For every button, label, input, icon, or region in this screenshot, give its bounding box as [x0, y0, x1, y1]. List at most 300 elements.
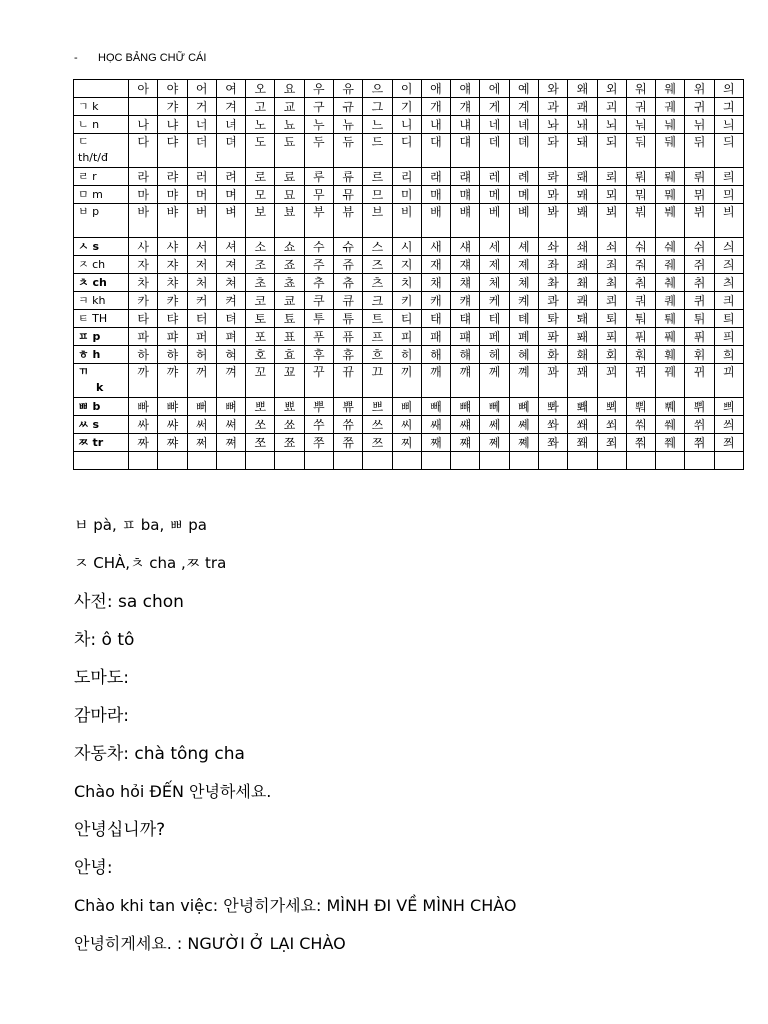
- consonant-label-text: ㅎ h: [78, 347, 101, 361]
- vowel-header-cell: 요: [275, 80, 304, 98]
- syllable-cell: 슈: [333, 238, 362, 256]
- syllable-cell: 쎼: [509, 416, 538, 434]
- syllable-cell: 뢰: [597, 168, 626, 186]
- syllable-cell: 배: [421, 204, 450, 238]
- syllable-cell: 먜: [451, 186, 480, 204]
- syllable-cell: 츄: [333, 274, 362, 292]
- syllable-cell: 쒜: [656, 416, 685, 434]
- vowel-header-cell: 여: [216, 80, 245, 98]
- consonant-label: [74, 434, 129, 452]
- syllable-cell: 그: [363, 98, 392, 116]
- syllable-cell: [187, 452, 216, 470]
- syllable-cell: 뺴: [451, 398, 480, 416]
- syllable-cell: 차: [129, 274, 158, 292]
- syllable-cell: 끠: [714, 364, 743, 398]
- syllable-cell: 뒤: [685, 134, 714, 168]
- syllable-cell: 쁘: [363, 398, 392, 416]
- syllable-cell: 브: [363, 204, 392, 238]
- syllable-cell: 되: [597, 134, 626, 168]
- syllable-cell: 므: [363, 186, 392, 204]
- syllable-cell: 뿨: [626, 398, 655, 416]
- syllable-cell: 재: [421, 256, 450, 274]
- syllable-cell: 챠: [158, 274, 187, 292]
- syllable-cell: 릐: [714, 168, 743, 186]
- note-line: 사전: sa chon: [74, 592, 184, 612]
- syllable-cell: 듀: [333, 134, 362, 168]
- syllable-cell: 태: [421, 310, 450, 328]
- syllable-cell: 쮀: [656, 434, 685, 452]
- syllable-cell: 꺄: [158, 364, 187, 398]
- syllable-cell: 쬐: [597, 434, 626, 452]
- syllable-cell: 모: [246, 186, 275, 204]
- syllable-cell: 리: [392, 168, 421, 186]
- consonant-label-text: ㅈ ch: [78, 257, 106, 271]
- syllable-cell: 푸: [304, 328, 333, 346]
- syllable-cell: 썌: [451, 416, 480, 434]
- syllable-cell: 궤: [656, 98, 685, 116]
- syllable-cell: 럐: [451, 168, 480, 186]
- syllable-cell: 껴: [216, 364, 245, 398]
- syllable-cell: 붸: [656, 204, 685, 238]
- syllable-cell: 쉬: [685, 238, 714, 256]
- syllable-cell: 씨: [392, 416, 421, 434]
- note-line: ㅈ CHÀ,ㅊ cha ,ㅉ tra: [74, 554, 227, 572]
- syllable-cell: 뎨: [509, 134, 538, 168]
- syllable-cell: 괴: [597, 98, 626, 116]
- syllable-cell: 쌔: [421, 416, 450, 434]
- vowel-header-cell: 위: [685, 80, 714, 98]
- syllable-cell: 댜: [158, 134, 187, 168]
- syllable-cell: 뀨: [333, 364, 362, 398]
- syllable-cell: 뀌: [685, 364, 714, 398]
- syllable-cell: 뤄: [626, 168, 655, 186]
- syllable-cell: 쿠: [304, 292, 333, 310]
- syllable-cell: 쩌: [187, 434, 216, 452]
- consonant-label-text: ㅂ p: [78, 205, 100, 218]
- consonant-row: [74, 416, 744, 434]
- syllable-cell: 쩨: [480, 434, 509, 452]
- syllable-cell: 훠: [626, 346, 655, 364]
- syllable-cell: 뇨: [275, 116, 304, 134]
- syllable-cell: 쇼: [275, 238, 304, 256]
- syllable-cell: 븨: [714, 204, 743, 238]
- consonant-row: [74, 346, 744, 364]
- syllable-cell: [568, 452, 597, 470]
- syllable-cell: [626, 452, 655, 470]
- syllable-cell: [714, 452, 743, 470]
- syllable-cell: [480, 452, 509, 470]
- syllable-cell: 쏘: [246, 416, 275, 434]
- syllable-cell: 쉐: [656, 238, 685, 256]
- syllable-cell: 걔: [451, 98, 480, 116]
- syllable-cell: 볘: [509, 204, 538, 238]
- syllable-cell: 버: [187, 204, 216, 238]
- syllable-cell: 제: [480, 256, 509, 274]
- syllable-cell: 튜: [333, 310, 362, 328]
- syllable-cell: 뵤: [275, 204, 304, 238]
- syllable-cell: 쭈: [304, 434, 333, 452]
- syllable-cell: 사: [129, 238, 158, 256]
- syllable-cell: [685, 452, 714, 470]
- syllable-cell: 너: [187, 116, 216, 134]
- syllable-cell: 쎠: [216, 416, 245, 434]
- syllable-cell: [158, 452, 187, 470]
- syllable-cell: 캐: [421, 292, 450, 310]
- consonant-row: [74, 238, 744, 256]
- syllable-cell: 꾸: [304, 364, 333, 398]
- syllable-cell: 끄: [363, 364, 392, 398]
- syllable-cell: 폐: [509, 328, 538, 346]
- syllable-cell: 쇠: [597, 238, 626, 256]
- syllable-cell: 뻬: [480, 398, 509, 416]
- syllable-cell: 허: [187, 346, 216, 364]
- syllable-cell: 과: [538, 98, 567, 116]
- syllable-cell: 빼: [421, 398, 450, 416]
- syllable-cell: 자: [129, 256, 158, 274]
- syllable-cell: 쮸: [333, 434, 362, 452]
- syllable-cell: 됴: [275, 134, 304, 168]
- syllable-cell: 귀: [685, 98, 714, 116]
- syllable-cell: 거: [187, 98, 216, 116]
- consonant-label-text: ㄲ: [78, 365, 89, 378]
- vowel-header-cell: 유: [333, 80, 362, 98]
- syllable-cell: 쐬: [597, 416, 626, 434]
- syllable-cell: 더: [187, 134, 216, 168]
- syllable-cell: 찌: [392, 434, 421, 452]
- syllable-cell: 미: [392, 186, 421, 204]
- syllable-cell: 히: [392, 346, 421, 364]
- syllable-cell: 게: [480, 98, 509, 116]
- syllable-cell: 줴: [656, 256, 685, 274]
- consonant-label: [74, 256, 129, 274]
- syllable-cell: 훼: [656, 346, 685, 364]
- syllable-cell: 져: [216, 256, 245, 274]
- consonant-label-text: ㄴ n: [78, 117, 100, 131]
- syllable-cell: 졔: [509, 256, 538, 274]
- syllable-cell: 댸: [451, 134, 480, 168]
- syllable-cell: [656, 452, 685, 470]
- syllable-cell: 티: [392, 310, 421, 328]
- syllable-cell: 쓔: [333, 416, 362, 434]
- syllable-cell: 퇴: [597, 310, 626, 328]
- syllable-cell: 뤠: [656, 168, 685, 186]
- syllable-cell: 텨: [216, 310, 245, 328]
- syllable-cell: 녀: [216, 116, 245, 134]
- syllable-cell: 괘: [568, 98, 597, 116]
- syllable-cell: 봬: [568, 204, 597, 238]
- syllable-cell: 퓨: [333, 328, 362, 346]
- syllable-cell: 녜: [509, 116, 538, 134]
- heading-title: HỌC BẢNG CHỮ CÁI: [98, 52, 207, 64]
- syllable-cell: [304, 452, 333, 470]
- syllable-cell: 뼈: [216, 398, 245, 416]
- consonant-label: [74, 452, 129, 470]
- syllable-cell: 혀: [216, 346, 245, 364]
- syllable-cell: [129, 98, 158, 116]
- syllable-cell: 뾔: [597, 398, 626, 416]
- syllable-cell: 먀: [158, 186, 187, 204]
- syllable-cell: 께: [480, 364, 509, 398]
- syllable-cell: 헤: [480, 346, 509, 364]
- syllable-cell: 후: [304, 346, 333, 364]
- syllable-cell: 쒸: [685, 416, 714, 434]
- note-line: ㅂ pà, ㅍ ba, ㅃ pa: [74, 516, 207, 534]
- syllable-cell: 쯔: [363, 434, 392, 452]
- syllable-cell: 최: [597, 274, 626, 292]
- syllable-cell: [392, 452, 421, 470]
- syllable-cell: 꿰: [656, 364, 685, 398]
- syllable-cell: 뷔: [685, 204, 714, 238]
- syllable-cell: 톼: [538, 310, 567, 328]
- syllable-cell: 뉴: [333, 116, 362, 134]
- syllable-cell: 테: [480, 310, 509, 328]
- syllable-cell: 냬: [451, 116, 480, 134]
- consonant-label: [74, 292, 129, 310]
- syllable-cell: 캬: [158, 292, 187, 310]
- syllable-cell: 뒈: [656, 134, 685, 168]
- syllable-cell: 좨: [568, 256, 597, 274]
- syllable-cell: 써: [187, 416, 216, 434]
- syllable-cell: 겨: [216, 98, 245, 116]
- syllable-cell: 챼: [451, 274, 480, 292]
- vowel-header-cell: 으: [363, 80, 392, 98]
- vowel-header-cell: 예: [509, 80, 538, 98]
- syllable-cell: 려: [216, 168, 245, 186]
- syllable-cell: 표: [275, 328, 304, 346]
- syllable-cell: 드: [363, 134, 392, 168]
- consonant-label: [74, 328, 129, 346]
- syllable-cell: 베: [480, 204, 509, 238]
- syllable-cell: 례: [509, 168, 538, 186]
- syllable-cell: 봐: [538, 204, 567, 238]
- syllable-cell: 하: [129, 346, 158, 364]
- syllable-cell: 머: [187, 186, 216, 204]
- syllable-cell: 래: [421, 168, 450, 186]
- syllable-cell: 뮈: [685, 186, 714, 204]
- syllable-cell: 췌: [656, 274, 685, 292]
- syllable-cell: 퍠: [451, 328, 480, 346]
- syllable-cell: 퍼: [187, 328, 216, 346]
- syllable-cell: 쪼: [246, 434, 275, 452]
- syllable-cell: 햬: [451, 346, 480, 364]
- syllable-cell: 코: [246, 292, 275, 310]
- consonant-row: [74, 186, 744, 204]
- syllable-cell: 쓰: [363, 416, 392, 434]
- syllable-cell: 쀠: [685, 398, 714, 416]
- syllable-cell: 흐: [363, 346, 392, 364]
- syllable-cell: 퐈: [538, 328, 567, 346]
- syllable-cell: 러: [187, 168, 216, 186]
- syllable-cell: 내: [421, 116, 450, 134]
- notes-section: [74, 510, 764, 966]
- syllable-cell: 꺼: [187, 364, 216, 398]
- syllable-cell: 희: [714, 346, 743, 364]
- syllable-cell: 디: [392, 134, 421, 168]
- syllable-cell: 화: [538, 346, 567, 364]
- consonant-label-text: ㄷ: [78, 135, 89, 148]
- note-line: 감마라:: [74, 706, 129, 726]
- consonant-row: [74, 452, 744, 470]
- vowel-header-cell: 아: [129, 80, 158, 98]
- syllable-cell: [597, 452, 626, 470]
- syllable-cell: 뫼: [597, 186, 626, 204]
- syllable-cell: 쫘: [538, 434, 567, 452]
- consonant-label-text: ㄱ k: [78, 99, 99, 113]
- syllable-cell: 케: [480, 292, 509, 310]
- vowel-header-cell: 의: [714, 80, 743, 98]
- syllable-cell: 툐: [275, 310, 304, 328]
- syllable-cell: 컈: [451, 292, 480, 310]
- syllable-cell: 교: [275, 98, 304, 116]
- syllable-cell: 솨: [538, 238, 567, 256]
- syllable-cell: 퉤: [656, 310, 685, 328]
- syllable-cell: 톄: [509, 310, 538, 328]
- syllable-cell: 쿼: [626, 292, 655, 310]
- syllable-cell: 개: [421, 98, 450, 116]
- syllable-cell: 쨔: [158, 434, 187, 452]
- syllable-cell: 추: [304, 274, 333, 292]
- syllable-cell: 꽈: [538, 364, 567, 398]
- syllable-cell: 퉈: [626, 310, 655, 328]
- syllable-cell: 쀼: [333, 398, 362, 416]
- syllable-cell: 초: [246, 274, 275, 292]
- syllable-cell: 눠: [626, 116, 655, 134]
- syllable-cell: 믜: [714, 186, 743, 204]
- syllable-cell: [538, 452, 567, 470]
- syllable-cell: 빠: [129, 398, 158, 416]
- vowel-header-cell: 에: [480, 80, 509, 98]
- syllable-cell: 크: [363, 292, 392, 310]
- syllable-cell: 대: [421, 134, 450, 168]
- syllable-cell: 쌰: [158, 416, 187, 434]
- syllable-cell: 수: [304, 238, 333, 256]
- syllable-cell: 뱨: [451, 204, 480, 238]
- syllable-cell: 까: [129, 364, 158, 398]
- syllable-cell: 즈: [363, 256, 392, 274]
- syllable-cell: 처: [187, 274, 216, 292]
- syllable-cell: 투: [304, 310, 333, 328]
- syllable-cell: 쵀: [568, 274, 597, 292]
- syllable-cell: 며: [216, 186, 245, 204]
- syllable-cell: 궈: [626, 98, 655, 116]
- syllable-cell: 지: [392, 256, 421, 274]
- consonant-row: [74, 364, 744, 398]
- syllable-cell: 쟤: [451, 256, 480, 274]
- document-heading: [74, 52, 206, 64]
- syllable-cell: 쇄: [568, 238, 597, 256]
- consonant-label: [74, 238, 129, 256]
- syllable-cell: 새: [421, 238, 450, 256]
- syllable-cell: 킈: [714, 292, 743, 310]
- syllable-cell: 쫴: [568, 434, 597, 452]
- syllable-cell: 회: [597, 346, 626, 364]
- syllable-cell: [451, 452, 480, 470]
- syllable-cell: 다: [129, 134, 158, 168]
- syllable-cell: 쒀: [626, 416, 655, 434]
- syllable-cell: 춰: [626, 274, 655, 292]
- consonant-label-text: ㅅ s: [78, 239, 100, 253]
- syllable-cell: 토: [246, 310, 275, 328]
- syllable-cell: 구: [304, 98, 333, 116]
- syllable-cell: 느: [363, 116, 392, 134]
- syllable-cell: 좌: [538, 256, 567, 274]
- consonant-label: [74, 186, 129, 204]
- syllable-cell: 돼: [568, 134, 597, 168]
- consonant-label-text: ㄹ r: [78, 169, 97, 183]
- syllable-cell: 듸: [714, 134, 743, 168]
- syllable-cell: 뮤: [333, 186, 362, 204]
- syllable-cell: 꿔: [626, 364, 655, 398]
- vowel-header-cell: 오: [246, 80, 275, 98]
- syllable-cell: 켜: [216, 292, 245, 310]
- syllable-cell: 뷰: [333, 204, 362, 238]
- syllable-cell: 뤼: [685, 168, 714, 186]
- consonant-label: [74, 398, 129, 416]
- syllable-cell: 눼: [656, 116, 685, 134]
- vowel-header-cell: 왜: [568, 80, 597, 98]
- syllable-cell: 비: [392, 204, 421, 238]
- syllable-cell: 데: [480, 134, 509, 168]
- syllable-cell: 츼: [714, 274, 743, 292]
- syllable-cell: 뱌: [158, 204, 187, 238]
- syllable-cell: 꼐: [509, 364, 538, 398]
- syllable-cell: [275, 452, 304, 470]
- consonant-label-text: ㅌ TH: [78, 311, 108, 325]
- syllable-cell: 끼: [392, 364, 421, 398]
- syllable-cell: 둬: [626, 134, 655, 168]
- syllable-cell: [333, 452, 362, 470]
- consonant-row: [74, 256, 744, 274]
- syllable-cell: 줘: [626, 256, 655, 274]
- vowel-header-row: [74, 80, 744, 98]
- vowel-header-cell: 야: [158, 80, 187, 98]
- syllable-cell: 쬬: [275, 434, 304, 452]
- syllable-cell: 뿌: [304, 398, 333, 416]
- syllable-cell: 프: [363, 328, 392, 346]
- syllable-cell: 쪄: [216, 434, 245, 452]
- syllable-cell: 피: [392, 328, 421, 346]
- syllable-cell: 삐: [392, 398, 421, 416]
- consonant-label-text: ㅁ m: [78, 187, 103, 201]
- consonant-label-text: ㅋ kh: [78, 293, 106, 307]
- syllable-cell: 싀: [714, 238, 743, 256]
- syllable-cell: 쎄: [480, 416, 509, 434]
- syllable-cell: 탸: [158, 310, 187, 328]
- consonant-row: [74, 292, 744, 310]
- syllable-cell: 매: [421, 186, 450, 204]
- syllable-cell: 시: [392, 238, 421, 256]
- syllable-cell: 로: [246, 168, 275, 186]
- syllable-cell: 깨: [421, 364, 450, 398]
- syllable-cell: 쪠: [509, 434, 538, 452]
- syllable-cell: 뭬: [656, 186, 685, 204]
- syllable-cell: 몌: [509, 186, 538, 204]
- syllable-cell: 패: [421, 328, 450, 346]
- syllable-cell: 튀: [685, 310, 714, 328]
- syllable-cell: 뽸: [568, 398, 597, 416]
- syllable-cell: 콰: [538, 292, 567, 310]
- syllable-cell: 채: [421, 274, 450, 292]
- syllable-cell: 붜: [626, 204, 655, 238]
- note-line: 안녕십니까?: [74, 820, 166, 840]
- syllable-cell: 스: [363, 238, 392, 256]
- syllable-cell: 루: [304, 168, 333, 186]
- syllable-cell: 주: [304, 256, 333, 274]
- note-line: 도마도:: [74, 668, 129, 688]
- syllable-cell: 돠: [538, 134, 567, 168]
- consonant-row: [74, 98, 744, 116]
- syllable-cell: 퐤: [568, 328, 597, 346]
